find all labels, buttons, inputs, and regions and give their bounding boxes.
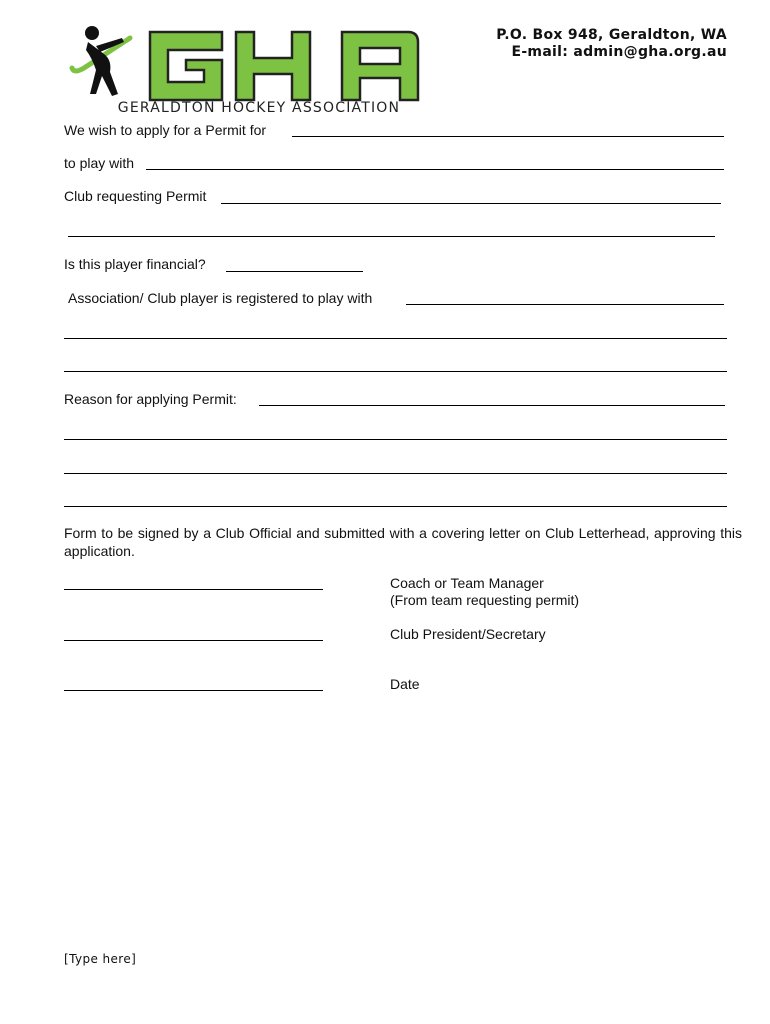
logo-subtitle: GERALDTON HOCKEY ASSOCIATION	[117, 100, 401, 116]
play-with-label: to play with	[64, 155, 135, 171]
instructions-text: Form to be signed by a Club Official and submitted with a covering letter on Club Letterhead, approving this application.	[64, 525, 742, 559]
president-label: Club President/Secretary	[390, 626, 546, 642]
gha-letters-logo	[138, 26, 428, 106]
permit-for-field[interactable]	[292, 136, 724, 137]
club-requesting-field-2[interactable]	[68, 236, 715, 237]
club-requesting-field[interactable]	[221, 203, 721, 204]
gha-logo	[66, 24, 436, 120]
association-field-3[interactable]	[64, 371, 727, 372]
association-field[interactable]	[406, 304, 724, 305]
coach-label: Coach or Team Manager	[390, 575, 544, 591]
reason-field-3[interactable]	[64, 473, 727, 474]
permit-for-label: We wish to apply for a Permit for	[64, 122, 267, 138]
coach-sublabel: (From team requesting permit)	[390, 592, 580, 608]
hockey-player-icon	[66, 24, 146, 104]
email-address: E-mail: admin@gha.org.au	[511, 44, 727, 60]
date-label: Date	[390, 676, 420, 692]
association-label: Association/ Club player is registered to play with	[68, 290, 373, 306]
date-line[interactable]	[64, 690, 323, 691]
reason-field-2[interactable]	[64, 439, 727, 440]
reason-field-4[interactable]	[64, 506, 727, 507]
club-requesting-label: Club requesting Permit	[64, 188, 207, 204]
reason-label: Reason for applying Permit:	[64, 391, 237, 407]
coach-signature-line[interactable]	[64, 589, 323, 590]
reason-field[interactable]	[259, 405, 725, 406]
association-field-2[interactable]	[64, 338, 727, 339]
play-with-field[interactable]	[146, 169, 724, 170]
financial-label: Is this player financial?	[64, 256, 206, 272]
financial-field[interactable]	[226, 271, 363, 272]
footer-placeholder[interactable]: [Type here]	[64, 952, 137, 966]
president-signature-line[interactable]	[64, 640, 323, 641]
postal-address: P.O. Box 948, Geraldton, WA	[496, 27, 727, 43]
